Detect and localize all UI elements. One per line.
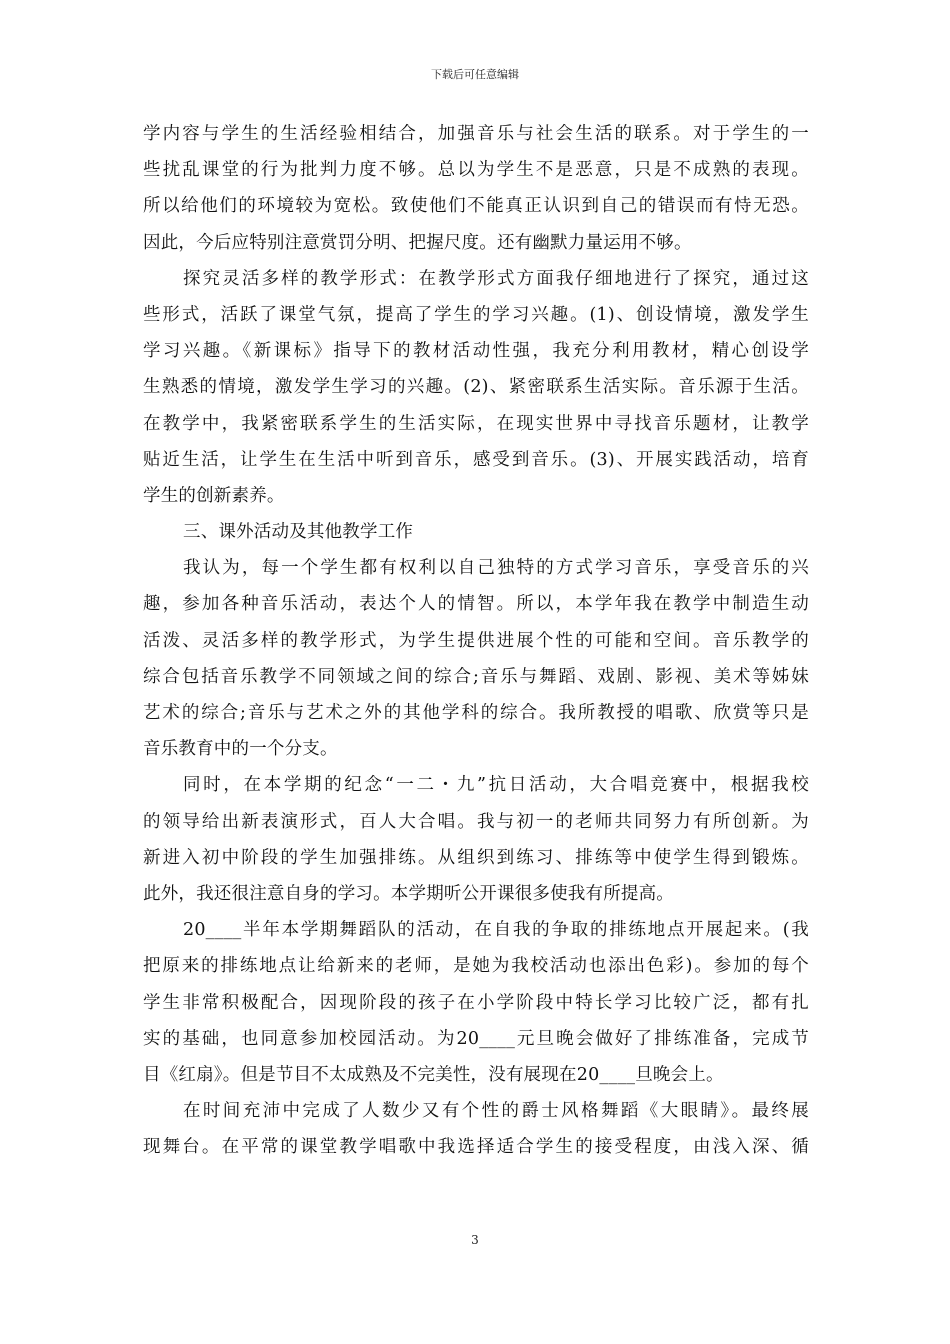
text-line: 学生的创新素养。 [143,485,285,506]
text-line: 音乐教育中的一个分支。 [143,739,338,760]
text-line: 同时，在本学期的纪念“一二・九”抗日活动，大合唱竞赛中，根据我校 [183,775,809,796]
text-line: 20____半年本学期舞蹈队的活动，在自我的争取的排练地点开展起来。(我 [183,920,809,941]
text-line: 些扰乱课堂的行为批判力度不够。总以为学生不是恶意，只是不成熟的表现。 [143,160,809,181]
document-body [143,116,809,1165]
text-line: 现舞台。在平常的课堂教学唱歌中我选择适合学生的接受程度，由浅入深、循 [143,1137,809,1158]
page-header: 下载后可任意编辑 [431,68,519,81]
text-line: 因此，今后应特别注意赏罚分明、把握尺度。还有幽默力量运用不够。 [143,232,692,253]
section-heading-text: 三、课外活动及其他教学工作 [183,522,414,543]
text-line: 新进入初中阶段的学生加强排练。从组织到练习、排练等中使学生得到锻炼。 [143,847,809,868]
paragraph [143,261,809,514]
text-line: 艺术的综合;音乐与艺术之外的其他学科的综合。我所教授的唱歌、欣赏等只是 [143,703,809,723]
paragraph [143,550,809,767]
text-line: 实的基础，也同意参加校园活动。为20____元旦晚会做好了排练准备，完成节 [143,1028,809,1049]
text-line: 的领导给出新表演形式，百人大合唱。我与初一的老师共同努力有所创新。为 [143,811,809,832]
text-line: 我认为，每一个学生都有权利以自己独特的方式学习音乐，享受音乐的兴 [183,558,809,579]
text-line: 活泼、灵活多样的教学形式，为学生提供进展个性的可能和空间。音乐教学的 [143,630,809,651]
text-line: 贴近生活，让学生在生活中听到音乐，感受到音乐。(3)、开展实践活动，培育 [143,449,809,470]
text-line: 在教学中，我紧密联系学生的生活实际，在现实世界中寻找音乐题材，让教学 [143,413,809,434]
text-line: 探究灵活多样的教学形式：在教学形式方面我仔细地进行了探究，通过这 [183,268,809,289]
text-line: 学习兴趣。《新课标》指导下的教材活动性强，我充分利用教材，精心创设学 [143,341,809,362]
text-line: 目《红扇》。但是节目不太成熟及不完美性，没有展现在20____旦晚会上。 [143,1064,724,1085]
text-line: 综合包括音乐教学不同领域之间的综合;音乐与舞蹈、戏剧、影视、美术等姊妹 [143,666,809,687]
paragraph [143,1093,809,1165]
section-heading [143,514,809,550]
text-line: 在时间充沛中完成了人数少又有个性的爵士风格舞蹈《大眼睛》。最终展 [183,1101,809,1122]
text-line: 学内容与学生的生活经验相结合，加强音乐与社会生活的联系。对于学生的一 [143,124,809,144]
paragraph [143,116,809,261]
text-line: 此外，我还很注意自身的学习。本学期听公开课很多使我有所提高。 [143,883,674,904]
page-number: 3 [471,1233,479,1247]
text-line: 学生非常积极配合，因现阶段的孩子在小学阶段中特长学习比较广泛，都有扎 [143,992,809,1013]
text-line: 把原来的排练地点让给新来的老师，是她为我校活动也添出色彩)。参加的每个 [143,956,809,977]
text-line: 所以给他们的环境较为宽松。致使他们不能真正认识到自己的错误而有恃无恐。 [143,196,809,217]
paragraph [143,767,809,912]
text-line: 生熟悉的情境，激发学生学习的兴趣。(2)、紧密联系生活实际。音乐源于生活。 [143,377,809,398]
text-line: 趣，参加各种音乐活动，表达个人的情智。所以，本学年我在教学中制造生动 [143,594,809,615]
paragraph [143,912,809,1093]
text-line: 些形式，活跃了课堂气氛，提高了学生的学习兴趣。(1)、创设情境，激发学生 [143,304,809,325]
